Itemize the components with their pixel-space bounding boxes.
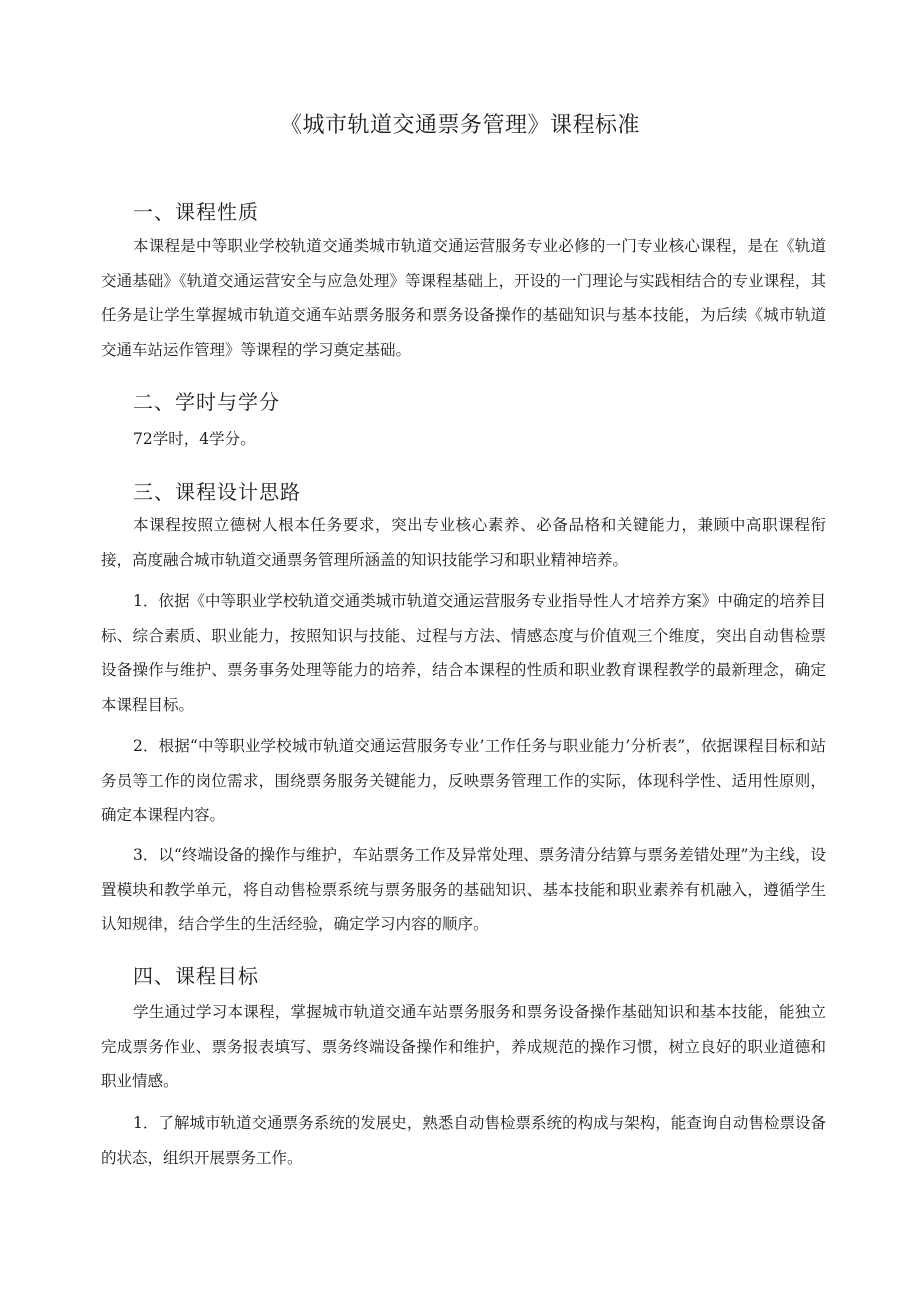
section-2-paragraph-1: 72学时，4学分。 xyxy=(133,430,256,448)
section-3-item-1: 1．依据《中等职业学校轨道交通类城市轨道交通运营服务专业指导性人才培养方案》中确定的培养目标、综合素质、职业能力，按照知识与技能、过程与方法、情感态度与价值观三个维度，突出自动售检票设备操作与维护、票务事务处理等能力的培养，结合本课程的性质和职业教育课程教学的最新理念，确定本课程目标。 xyxy=(101,592,826,714)
section-1-paragraph-1: 本课程是中等职业学校轨道交通类城市轨道交通运营服务专业必修的一门专业核心课程，是在《轨道交通基础》《轨道交通运营安全与应急处理》等课程基础上，开设的一门理论与实践相结合的专业课程，其任务是让学生掌握城市轨道交通车站票务服务和票务设备操作的基础知识与基本技能，为后续《城市轨道交通车站运作管理》等课程的学习奠定基础。 xyxy=(101,237,826,359)
section-3-paragraph-1: 本课程按照立德树人根本任务要求，突出专业核心素养、必备品格和关键能力，兼顾中高职课程衔接，高度融合城市轨道交通票务管理所涵盖的知识技能学习和职业精神培养。 xyxy=(101,516,826,569)
section-3-heading: 三、课程设计思路 xyxy=(133,480,301,504)
document-title: 《城市轨道交通票务管理》课程标准 xyxy=(279,113,640,138)
section-3-item-2: 2．根据“中等职业学校城市轨道交通运营服务专业’工作任务与职业能力’分析表”，依据课程目标和站务员等工作的岗位需求，围绕票务服务关键能力，反映票务管理工作的实际，体现科学性、适用性原则，确定本课程内容。 xyxy=(101,737,826,824)
section-4-paragraph-1: 学生通过学习本课程，掌握城市轨道交通车站票务服务和票务设备操作基础知识和基本技能，能独立完成票务作业、票务报表填写、票务终端设备操作和维护，养成规范的操作习惯，树立良好的职业道德和职业情感。 xyxy=(101,1003,826,1090)
section-4-item-1: 1．了解城市轨道交通票务系统的发展史，熟悉自动售检票系统的构成与架构，能查询自动售检票设备的状态，组织开展票务工作。 xyxy=(101,1114,826,1167)
section-4-heading: 四、课程目标 xyxy=(133,964,259,988)
section-3-item-3: 3．以“终端设备的操作与维护，车站票务工作及异常处理、票务清分结算与票务差错处理”为主线，设置模块和教学单元，将自动售检票系统与票务服务的基础知识、基本技能和职业素养有机融入，遵循学生认知规律，结合学生的生活经验，确定学习内容的顺序。 xyxy=(101,846,826,933)
section-2-heading: 二、学时与学分 xyxy=(133,390,280,414)
section-1-heading: 一、课程性质 xyxy=(133,200,259,224)
